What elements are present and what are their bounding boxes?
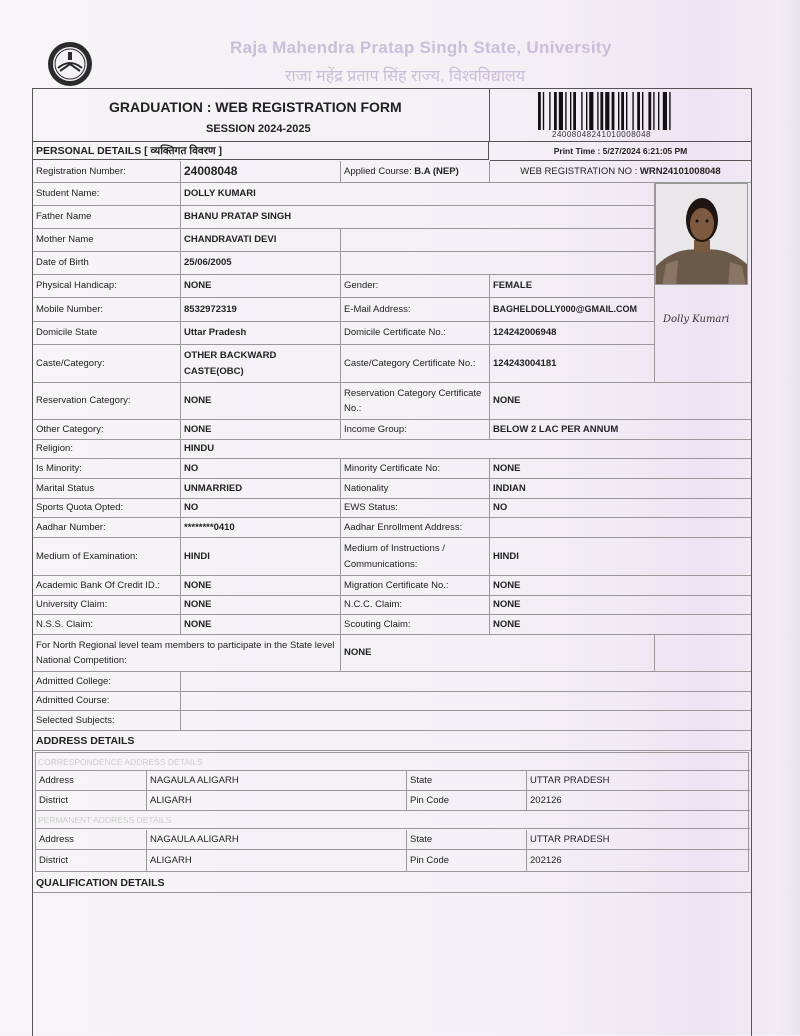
marital-status-label: Marital Status [33, 479, 181, 499]
ncc-claim-label: N.C.C. Claim: [341, 596, 490, 615]
aadhar-address-value [490, 518, 751, 538]
other-category-value: NONE [181, 420, 341, 440]
domicile-state-value: Uttar Pradesh [181, 322, 341, 345]
father-name-label: Father Name [33, 206, 181, 229]
selected-subjects-value [181, 711, 751, 731]
university-claim-label: University Claim: [33, 596, 181, 615]
web-registration-no [490, 161, 751, 183]
corr-address-label: Address [36, 771, 147, 791]
barcode-bar [669, 92, 670, 130]
barcode-bar [637, 92, 640, 130]
physical-handicap-value: NONE [181, 275, 341, 298]
reservation-certificate-label: Reservation Category Certificate No.: [341, 383, 490, 420]
north-regional-label: For North Regional level team members to participate in the State level National Competition: [33, 635, 341, 672]
dob-value: 25/06/2005 [181, 252, 341, 275]
admitted-college-value [181, 672, 751, 692]
perm-district-value: ALIGARH [147, 850, 407, 871]
dob-label: Date of Birth [33, 252, 181, 275]
student-photo [655, 183, 748, 285]
barcode-bar [597, 92, 598, 130]
address-table [35, 752, 749, 872]
barcode-bar [543, 92, 544, 130]
abc-id-value: NONE [181, 576, 341, 596]
aadhar-address-label: Aadhar Enrollment Address: [341, 518, 490, 538]
reservation-category-label: Reservation Category: [33, 383, 181, 420]
corr-pin-label: Pin Code [407, 791, 527, 811]
ews-status-value: NO [490, 499, 751, 518]
signature-box [655, 300, 748, 344]
qualification-details-heading: QUALIFICATION DETAILS [33, 873, 751, 893]
barcode-bar [612, 92, 615, 130]
gender-label: Gender: [341, 275, 490, 298]
applied-course-value: B.A (NEP) [414, 165, 459, 177]
barcode-bar [581, 92, 582, 130]
aadhar-number-label: Aadhar Number: [33, 518, 181, 538]
religion-value: HINDU [181, 440, 751, 459]
barcode-bar [632, 92, 633, 130]
nss-claim-label: N.S.S. Claim: [33, 615, 181, 635]
north-regional-blank [655, 635, 751, 672]
correspondence-address-heading: CORRESPONDENCE ADDRESS DETAILS [36, 753, 750, 771]
corr-pin-value: 202126 [527, 791, 750, 811]
scouting-claim-value: NONE [490, 615, 751, 635]
university-name-hindi: राजा महेंद्र प्रताप सिंह राज्य, विश्वविद्यालय [285, 68, 526, 85]
registration-number-value: 24008048 [181, 161, 341, 183]
barcode-bar [658, 92, 659, 130]
minority-certificate-value: NONE [490, 459, 751, 479]
barcode-bar [538, 92, 541, 130]
migration-certificate-label: Migration Certificate No.: [341, 576, 490, 596]
admitted-college-label: Admitted College: [33, 672, 181, 692]
caste-blank [655, 345, 751, 383]
barcode-bar [663, 92, 667, 130]
aadhar-number-value: ********0410 [181, 518, 341, 538]
ncc-claim-value: NONE [490, 596, 751, 615]
barcode-bar [653, 92, 654, 130]
domicile-certificate-value: 124242006948 [490, 322, 655, 345]
scouting-claim-label: Scouting Claim: [341, 615, 490, 635]
session-label: SESSION 2024-2025 [206, 123, 311, 135]
marital-status-value: UNMARRIED [181, 479, 341, 499]
barcode-bar [589, 92, 593, 130]
sports-quota-value: NO [181, 499, 341, 518]
university-claim-value: NONE [181, 596, 341, 615]
abc-id-label: Academic Bank Of Credit ID.: [33, 576, 181, 596]
barcode-bar [626, 92, 627, 130]
student-name-value: DOLLY KUMARI [181, 183, 655, 206]
perm-pin-label: Pin Code [407, 850, 527, 871]
reservation-certificate-value: NONE [490, 383, 751, 420]
form-title-box [33, 89, 490, 142]
corr-state-value: UTTAR PRADESH [527, 771, 750, 791]
corr-state-label: State [407, 771, 527, 791]
reservation-category-value: NONE [181, 383, 341, 420]
migration-certificate-value: NONE [490, 576, 751, 596]
caste-certificate-label: Caste/Category Certificate No.: [341, 345, 490, 383]
page-edge-shadow [778, 0, 800, 1035]
gender-value: FEMALE [490, 275, 655, 298]
student-photo-image [656, 184, 748, 285]
perm-district-label: District [36, 850, 147, 871]
sports-quota-label: Sports Quota Opted: [33, 499, 181, 518]
barcode-bar [565, 92, 566, 130]
barcode-bar [573, 92, 576, 130]
permanent-address-heading: PERMANENT ADDRESS DETAILS [36, 811, 750, 829]
barcode-box [490, 89, 751, 142]
university-logo [45, 40, 95, 88]
income-group-value: BELOW 2 LAC PER ANNUM [490, 420, 751, 440]
caste-certificate-value: 124243004181 [490, 345, 655, 383]
form-title: GRADUATION : WEB REGISTRATION FORM [109, 99, 402, 115]
applied-course-label: Applied Course: [344, 165, 412, 177]
mother-name-blank [341, 229, 655, 252]
medium-exam-label: Medium of Examination: [33, 538, 181, 576]
mother-name-label: Mother Name [33, 229, 181, 252]
barcode-bar [549, 92, 550, 130]
registration-number-label: Registration Number: [33, 161, 181, 183]
email-label: E-Mail Address: [341, 298, 490, 322]
minority-label: Is Minority: [33, 459, 181, 479]
barcode-bar [605, 92, 609, 130]
corr-district-value: ALIGARH [147, 791, 407, 811]
perm-state-label: State [407, 830, 527, 850]
father-name-value: BHANU PRATAP SINGH [181, 206, 655, 229]
barcode-bar [618, 92, 619, 130]
minority-certificate-label: Minority Certificate No: [341, 459, 490, 479]
nationality-value: INDIAN [490, 479, 751, 499]
north-regional-value: NONE [341, 635, 655, 672]
domicile-certificate-label: Domicile Certificate No.: [341, 322, 490, 345]
barcode-bar [559, 92, 563, 130]
mother-name-value: CHANDRAVATI DEVI [181, 229, 341, 252]
medium-instruction-value: HINDI [490, 538, 751, 576]
barcode-bar [600, 92, 603, 130]
admitted-course-label: Admitted Course: [33, 692, 181, 711]
medium-instruction-label: Medium of Instructions / Communications: [341, 538, 490, 576]
barcode-bar [570, 92, 571, 130]
nationality-label: Nationality [341, 479, 490, 499]
print-time: Print Time : 5/27/2024 6:21:05 PM [490, 142, 751, 161]
nss-claim-value: NONE [181, 615, 341, 635]
personal-details-heading: PERSONAL DETAILS [ व्यक्तिगत विवरण ] [33, 142, 489, 160]
perm-address-value: NAGAULA ALIGARH [147, 830, 407, 850]
corr-address-value: NAGAULA ALIGARH [147, 771, 407, 791]
dob-blank [341, 252, 655, 275]
student-name-label: Student Name: [33, 183, 181, 206]
barcode-bar [648, 92, 651, 130]
barcode [538, 92, 698, 130]
admitted-course-value [181, 692, 751, 711]
email-value: BAGHELDOLLY000@GMAIL.COM [490, 298, 655, 322]
perm-state-value: UTTAR PRADESH [527, 830, 750, 850]
web-registration-label: WEB REGISTRATION NO : [520, 165, 638, 177]
selected-subjects-label: Selected Subjects: [33, 711, 181, 731]
barcode-bar [642, 92, 643, 130]
address-details-heading: ADDRESS DETAILS [33, 731, 751, 751]
university-name-english: Raja Mahendra Pratap Singh State, University [230, 38, 612, 57]
religion-label: Religion: [33, 440, 181, 459]
perm-pin-value: 202126 [530, 855, 562, 866]
caste-value: OTHER BACKWARD CASTE(OBC) [181, 345, 341, 383]
barcode-bar [554, 92, 557, 130]
ews-status-label: EWS Status: [341, 499, 490, 518]
domicile-state-label: Domicile State [33, 322, 181, 345]
barcode-number: 24008048241010008048 [552, 130, 651, 139]
medium-exam-value: HINDI [181, 538, 341, 576]
physical-handicap-label: Physical Handicap: [33, 275, 181, 298]
student-signature: Dolly Kumari [663, 314, 730, 325]
perm-address-label: Address [36, 830, 147, 850]
barcode-bar [586, 92, 587, 130]
mobile-label: Mobile Number: [33, 298, 181, 322]
caste-label: Caste/Category: [33, 345, 181, 383]
minority-value: NO [181, 459, 341, 479]
income-group-label: Income Group: [341, 420, 490, 440]
corr-district-label: District [36, 791, 147, 811]
registration-form [32, 88, 752, 1036]
web-registration-value: WRN24101008048 [639, 165, 721, 177]
applied-course [341, 161, 490, 183]
other-category-label: Other Category: [33, 420, 181, 440]
barcode-bar [621, 92, 624, 130]
mobile-value: 8532972319 [181, 298, 341, 322]
